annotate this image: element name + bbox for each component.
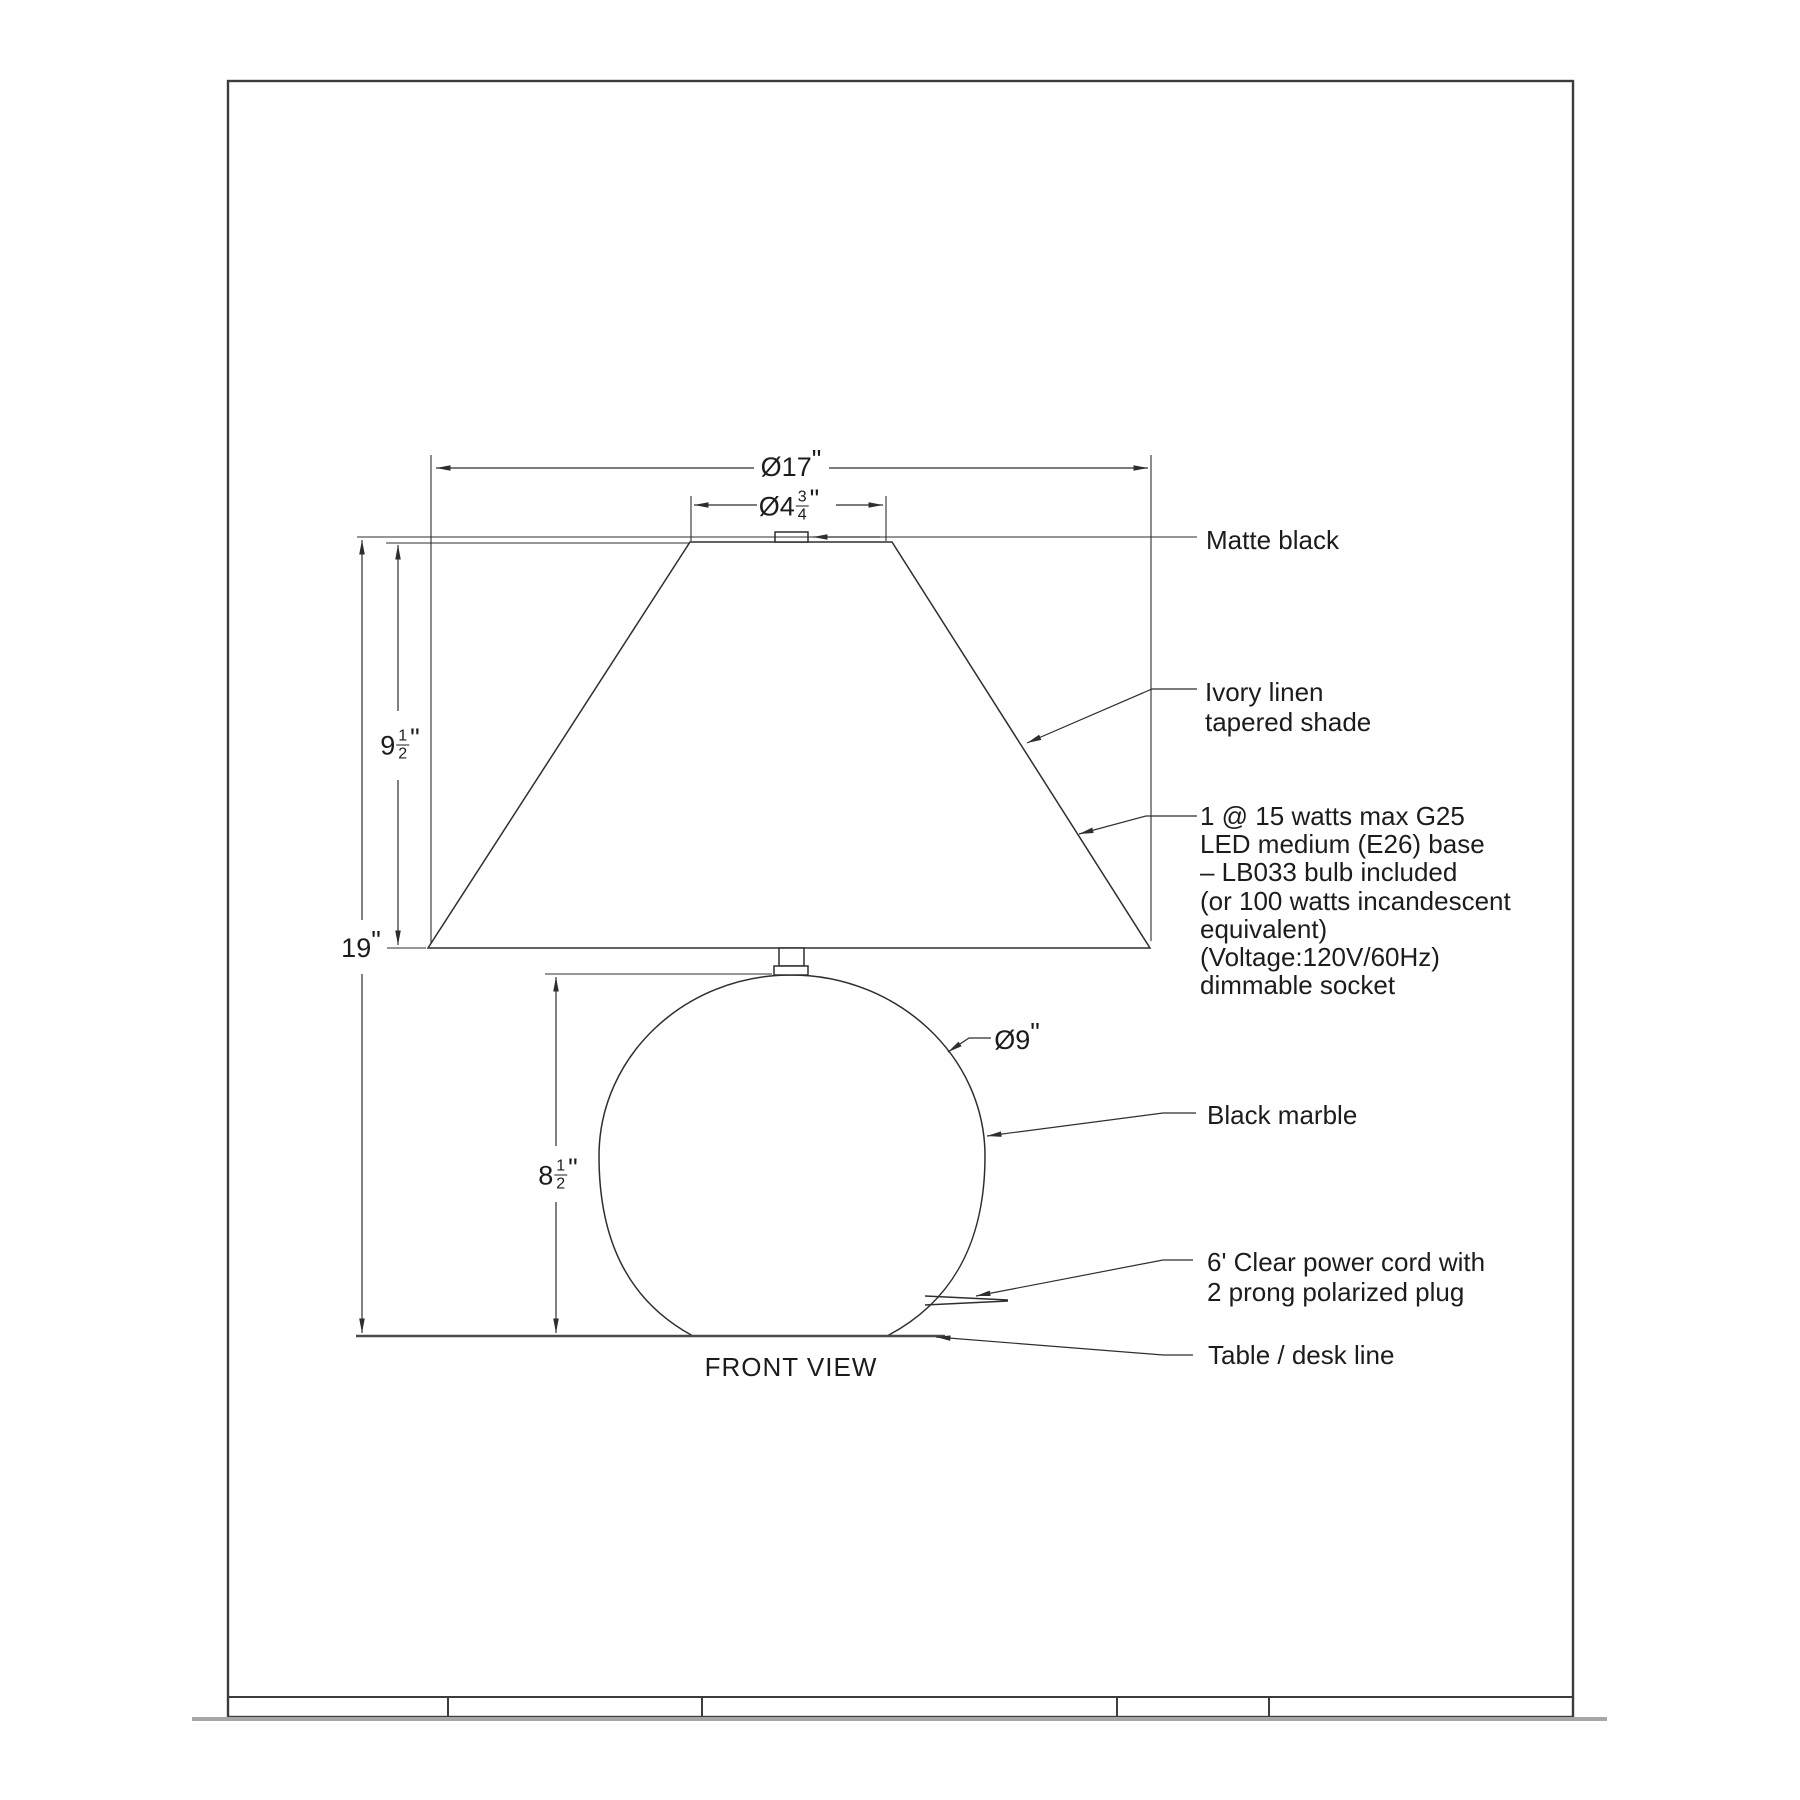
dim-shade-height: 9 $\frac{1}{2}$ " — [380, 722, 420, 763]
sphere-base-outline — [599, 975, 985, 1336]
label-shade-material: Ivory linen tapered shade — [1205, 677, 1372, 737]
dim-overall-height: 19 " — [341, 925, 381, 963]
lamp-shade-outline — [428, 542, 1150, 948]
dim-base-height: 8 $\frac{1}{2}$ " — [538, 1152, 578, 1193]
dim-base-diameter: Ø9 " — [994, 1017, 1040, 1055]
neck-collar — [774, 966, 808, 975]
label-matte-black: Matte black — [1206, 525, 1339, 555]
label-bulb-spec: 1 @ 15 watts max G25 LED medium (E26) base – LB033 bulb included (or 100 watts incandescent equivalent) (Voltage:120V/60Hz) dimmable socket — [1200, 801, 1511, 1001]
view-title: FRONT VIEW — [704, 1352, 878, 1382]
dim-shade-top-diameter: Ø4 $\frac{3}{4}$ " — [758, 483, 820, 524]
dim-shade-bottom-diameter: Ø17 " — [760, 444, 822, 482]
label-base-material: Black marble — [1207, 1100, 1358, 1130]
label-power-cord: 6' Clear power cord with 2 prong polarized plug — [1207, 1247, 1486, 1307]
label-table-desk-line: Table / desk line — [1208, 1340, 1395, 1370]
neck-stem — [779, 948, 804, 966]
